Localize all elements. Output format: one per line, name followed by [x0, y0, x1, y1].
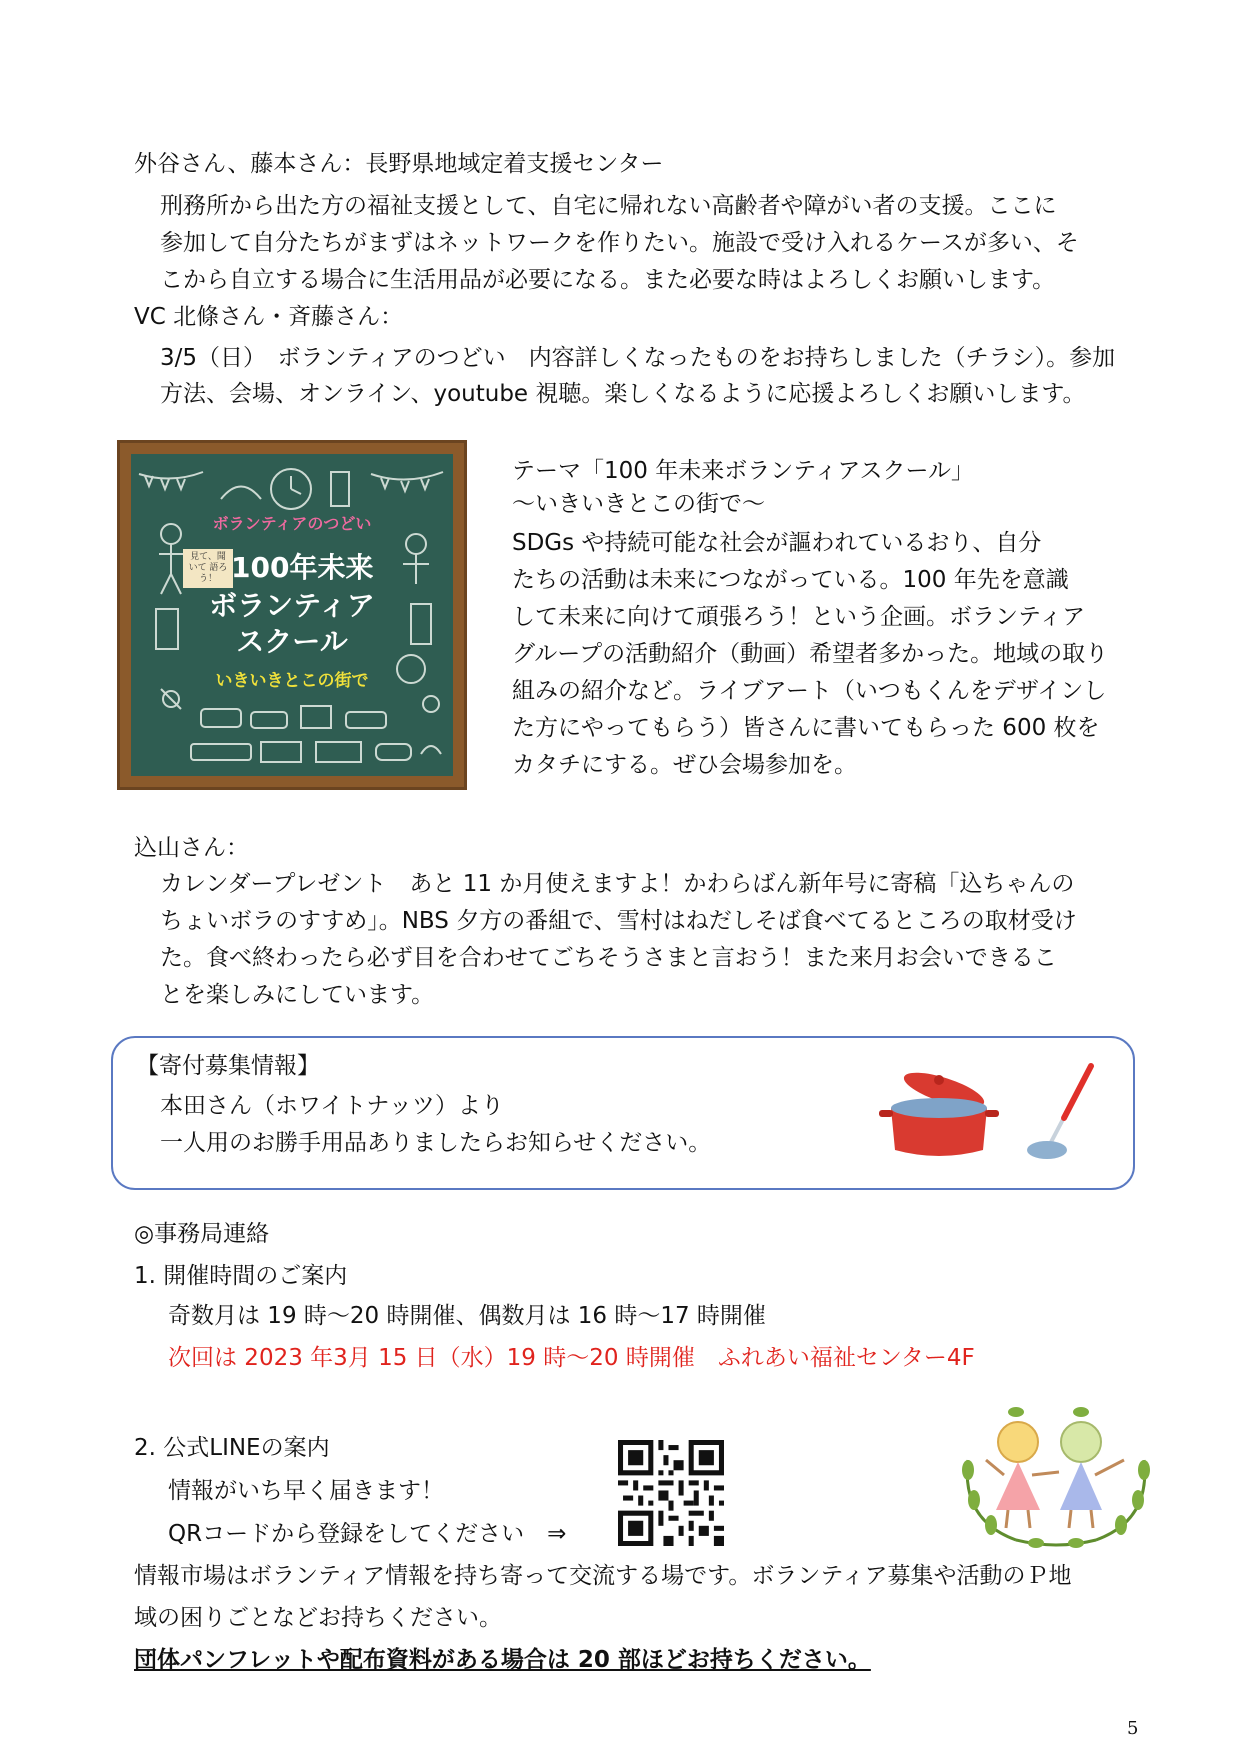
section3-line-1: カレンダープレゼント あと 11 か月使えますよ！かわらばん新年号に寄稿「込ちゃんの [160, 871, 1075, 897]
theme-line-9: カタチにする。ぜひ会場参加を。 [512, 752, 857, 778]
flyer-image [117, 440, 467, 790]
theme-line-2: ～いきいきとこの街で～ [512, 491, 765, 517]
section1-line-2: 参加して自分たちがまずはネットワークを作りたい。施設で受け入れるケースが多い、そ [160, 230, 1079, 256]
next-meeting: 次回は 2023 年3月 15 日（水）19 時～20 時開催 ふれあい福祉センター4F [168, 1345, 975, 1371]
theme-line-7: 組みの紹介など。ライブアート（いつもくんをデザインし [512, 678, 1107, 704]
section3-heading: 込山さん： [134, 835, 249, 861]
kids-illustration-icon [956, 1400, 1156, 1550]
pamphlet-notice: 団体パンフレットや配布資料がある場合は 20 部ほどお持ちください。 [134, 1647, 871, 1673]
section2-heading: VC 北條さん・斉藤さん： [134, 304, 404, 330]
flyer-subtitle: ボランティアのつどい [212, 514, 372, 533]
section3-line-3: た。食べ終わったら必ず目を合わせてごちそうさまと言おう！また来月お会いできるこ [160, 945, 1057, 971]
theme-line-3: SDGs や持続可能な社会が謳われているおり、自分 [512, 530, 1042, 556]
theme-line-5: して未来に向けて頑張ろう！という企画。ボランティア [512, 604, 1086, 630]
theme-line-6: グループの活動紹介（動画）希望者多かった。地域の取り [512, 641, 1109, 667]
section1-line-1: 刑務所から出た方の福祉支援として、自宅に帰れない高齢者や障がい者の支援。ここに [160, 193, 1057, 219]
page-number: 5 [1127, 1718, 1139, 1739]
office-item2-line-2: QRコードから登録をしてください ⇒ [168, 1521, 567, 1547]
office-heading: ◎事務局連絡 [134, 1221, 270, 1247]
office-item2-line-1: 情報がいち早く届きます！ [168, 1478, 444, 1504]
section1-heading: 外谷さん、藤本さん：長野県地域定着支援センター [134, 151, 664, 177]
flyer-title-3: スクール [236, 625, 348, 658]
section2-line-2: 方法、会場、オンライン、youtube 視聴。楽しくなるように応援よろしくお願いします。 [160, 381, 1086, 407]
section3-line-2: ちょいボラのすすめ」。NBS 夕方の番組で、雪村はねだしそば食べてるところの取材受け [160, 908, 1077, 934]
office-item1-title: 1. 開催時間のご案内 [134, 1263, 348, 1289]
flyer-title-2: ボランティア [209, 589, 375, 622]
section1-line-3: こから自立する場合に生活用品が必要になる。また必要な時はよろしくお願いします。 [160, 267, 1056, 293]
market-line-1: 情報市場はボランティア情報を持ち寄って交流する場です。ボランティア募集や活動のＰ地 [134, 1563, 1072, 1589]
donation-box [111, 1036, 1135, 1190]
chalkboard [131, 454, 453, 776]
theme-line-8: た方にやってもらう）皆さんに書いてもらった 600 枚を [512, 715, 1100, 741]
section3-line-4: とを楽しみにしています。 [160, 982, 435, 1008]
section2-line-1: 3/5（日） ボランティアのつどい 内容詳しくなったものをお持ちしました（チラシ）。参加 [160, 345, 1116, 371]
donation-line-1: 本田さん（ホワイトナッツ）より [160, 1093, 504, 1119]
donation-line-2: 一人用のお勝手用品ありましたらお知らせください。 [160, 1130, 712, 1156]
office-item1-text: 奇数月は 19 時～20 時開催、偶数月は 16 時～17 時開催 [168, 1303, 766, 1329]
office-item2-title: 2. 公式LINEの案内 [134, 1435, 330, 1461]
flyer-sign: 見て、聞いて 語ろう！ [183, 549, 233, 588]
flyer-tagline: いきいきとこの街で [215, 671, 369, 691]
theme-line-1: テーマ「100 年未来ボランティアスクール」 [512, 458, 974, 484]
donation-title: 【寄付募集情報】 [136, 1053, 320, 1079]
line-qr-code[interactable] [618, 1440, 724, 1546]
theme-line-4: たちの活動は未来につながっている。100 年先を意識 [512, 567, 1069, 593]
flyer-title-1: 100年未来 [231, 551, 374, 584]
pot-and-ladle-icon [859, 1058, 1099, 1168]
market-line-2: 域の困りごとなどお持ちください。 [134, 1605, 502, 1631]
